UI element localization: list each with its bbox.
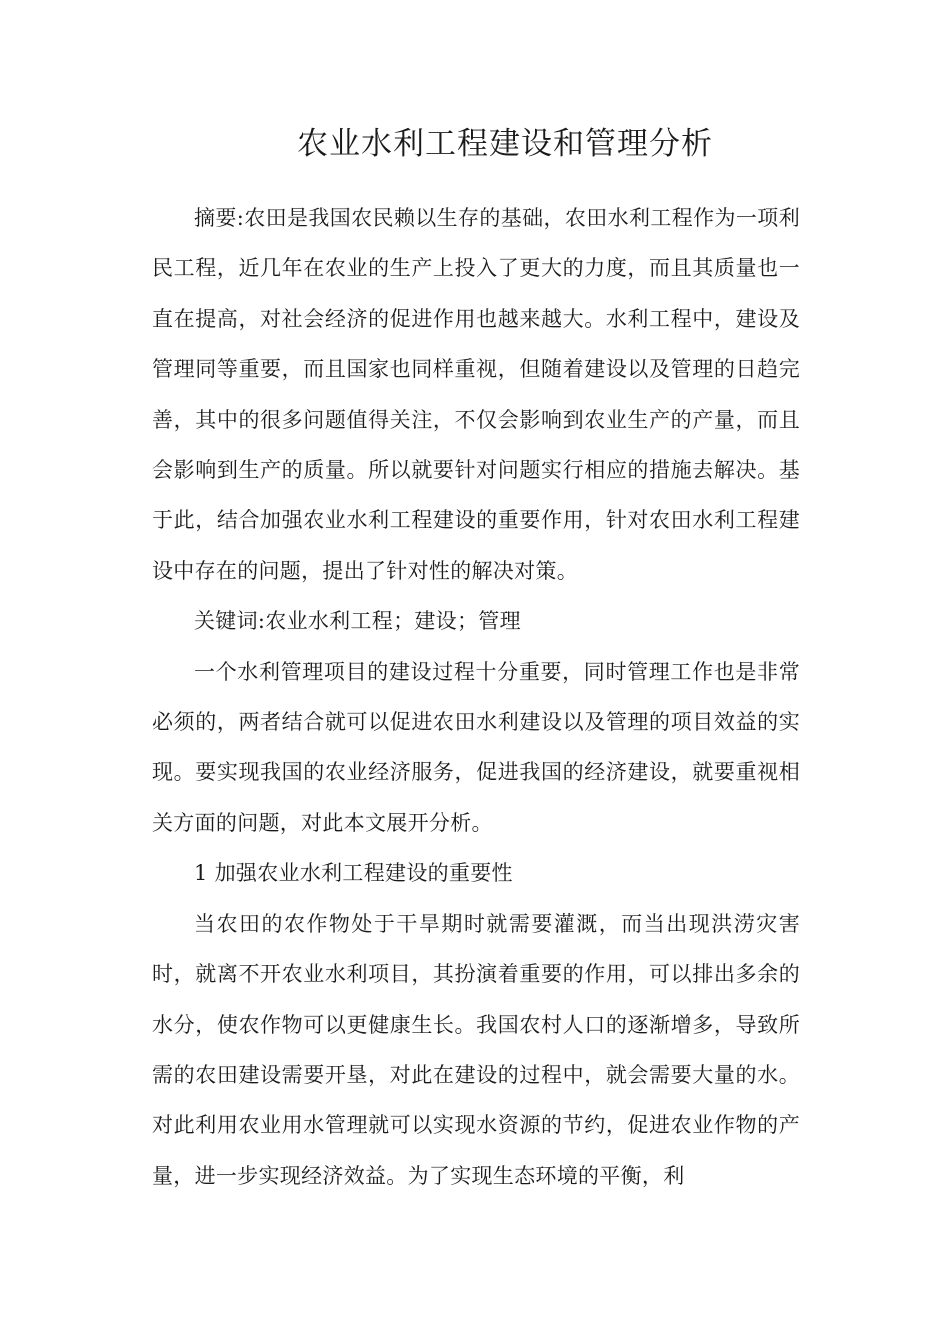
keywords-paragraph: 关键词:农业水利工程；建设；管理 bbox=[194, 609, 521, 634]
abstract-paragraph: 摘要:农田是我国农民赖以生存的基础，农田水利工程作为一项利民工程，近几年在农业的生产上投入了更大的力度，而且其质量也一直在提高，对社会经济的促进作用也越来越大。水利工程中，建设及管理同等重要，而且国家也同样重视，但随着建设以及管理的日趋完善，其中的很多问题值得关注，不仅会影响到农业生产的产量，而且会影响到生产的质量。所以就要针对问题实行相应的措施去解决。基于此，结合加强农业水利工程建设的重要作用，针对农田水利工程建设中存在的问题，提出了针对性的解决对策。 bbox=[152, 206, 800, 583]
document-body bbox=[152, 193, 800, 1201]
section-heading: 1 加强农业水利工程建设的重要性 bbox=[194, 861, 513, 886]
intro-paragraph: 一个水利管理项目的建设过程十分重要，同时管理工作也是非常必须的，两者结合就可以促进农田水利建设以及管理的项目效益的实现。要实现我国的农业经济服务，促进我国的经济建设，就要重视相关方面的问题，对此本文展开分析。 bbox=[152, 659, 800, 835]
document-title: 农业水利工程建设和管理分析 bbox=[297, 126, 713, 162]
body-paragraph: 当农田的农作物处于干旱期时就需要灌溉，而当出现洪涝灾害时，就离不开农业水利项目，其扮演着重要的作用，可以排出多余的水分，使农作物可以更健康生长。我国农村人口的逐渐增多，导致所需的农田建设需要开垦，对此在建设的过程中，就会需要大量的水。对此利用农业用水管理就可以实现水资源的节约，促进农业作物的产量，进一步实现经济效益。为了实现生态环境的平衡，利 bbox=[152, 911, 800, 1188]
